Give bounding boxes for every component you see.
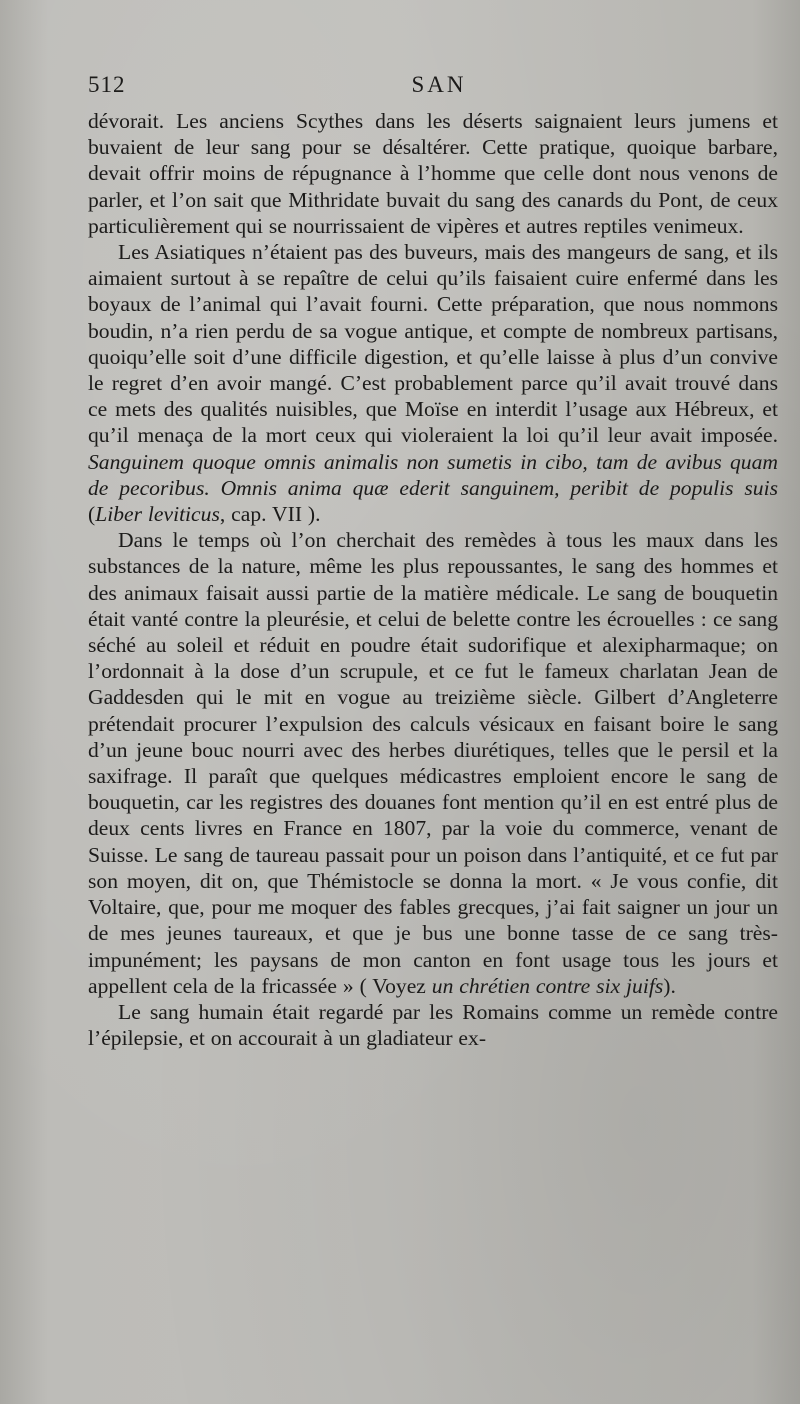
running-title: SAN — [411, 72, 467, 97]
paragraph-4 — [88, 999, 778, 1051]
running-head — [88, 72, 760, 104]
citation-voltaire-title: un chrétien contre six juifs — [431, 973, 664, 998]
citation-leviticus: Liber leviticus — [95, 502, 220, 527]
paragraph-4-text: Le sang humain était regardé par les Romains comme un remède contre l’épilepsie, et on accourait à un gladiateur ex- — [88, 999, 778, 1051]
citation-close: , cap. VII ). — [219, 502, 321, 527]
paragraph-1 — [88, 108, 778, 239]
paragraph-2-text: Les Asiatiques n’étaient pas des buveurs, mais des mangeurs de sang, et ils aimaient surtout à se repaître de celui qu’ils faisaient cuire enfermé dans les boyaux de l’animal qui l’avait fourni. Cette préparation, que nous nommons boudin, n’a rien perdu de sa vogue antique, et compte de nombreux partisans, quoiqu’elle soit d’une difficile digestion, et qu’elle laisse à plus d’un convive le regret d’en avoir mangé. C’est probablement parce qu’il avait trouvé dans ce mets des qualités nuisibles, que Moïse en interdit l’usage aux Hébreux, et qu’il menaça de la mort ceux qui violeraient la loi qu’il leur avait imposée. — [88, 240, 778, 448]
body-text — [88, 108, 778, 1051]
paragraph-3-text: Dans le temps où l’on cherchait des remèdes à tous les maux dans les substances de la nature, même les plus repoussantes, le sang des hommes et des animaux faisait aussi partie de la matière médicale. Le sang de bouquetin était vanté contre la pleurésie, et celui de belette contre les écrouelles : ce sang séché au soleil et réduit en poudre était sudorifique et alexipharmaque; on l’ordonnait à la dose d’un scrupule, et ce fut le fameux charlatan Jean de Gaddesden qui le mit en vogue au treizième siècle. Gilbert d’Angleterre prétendait procurer l’expulsion des calculs vésicaux en faisant boire le sang d’un jeune bouc nourri avec des herbes diurétiques, telles que le persil et la saxifrage. Il paraît que quelques médicastres emploient encore le sang de bouquetin, car les registres des douanes font mention qu’il en est entré plus de deux cents livres en France en 1807, par la voie du commerce, venant de Suisse. Le sang de taureau passait pour un poison dans l’antiquité, et ce fut par son moyen, dit on, que Thémistocle se donna la mort. « Je vous confie, dit Voltaire, que, pour me moquer des fables grecques, j’ai fait saigner un jour un de mes jeunes taureaux, et que je bus une bonne tasse de ce sang très-impunément; les paysans de mon canton en font usage tous les jours et appellent cela de la fricassée » — [88, 528, 778, 998]
paragraph-3 — [88, 527, 778, 999]
paragraph-1-text: dévorait. Les anciens Scythes dans les déserts saignaient leurs jumens et buvaient de leur sang pour se désaltérer. Cette pratique, quoique barbare, devait offrir moins de répugnance à l’homme que celle dont nous venons de parler, et l’on sait que Mithridate buvait du sang des canards du Pont, de ceux particulièrement qui se nourrissaient de vipères et autres reptiles venimeux. — [88, 109, 778, 238]
page-number: 512 — [88, 72, 126, 97]
citation-open: ( — [88, 502, 96, 527]
citation-voltaire-open: ( Voyez — [353, 973, 432, 998]
paragraph-2 — [88, 239, 778, 527]
latin-quotation: Sanguinem quoque omnis animalis non sumetis in cibo, tam de avibus quam de pecoribus. Omnis anima quæ ederit sanguinem, peribit de populis suis — [88, 449, 778, 500]
citation-voltaire-close: ). — [663, 973, 676, 998]
